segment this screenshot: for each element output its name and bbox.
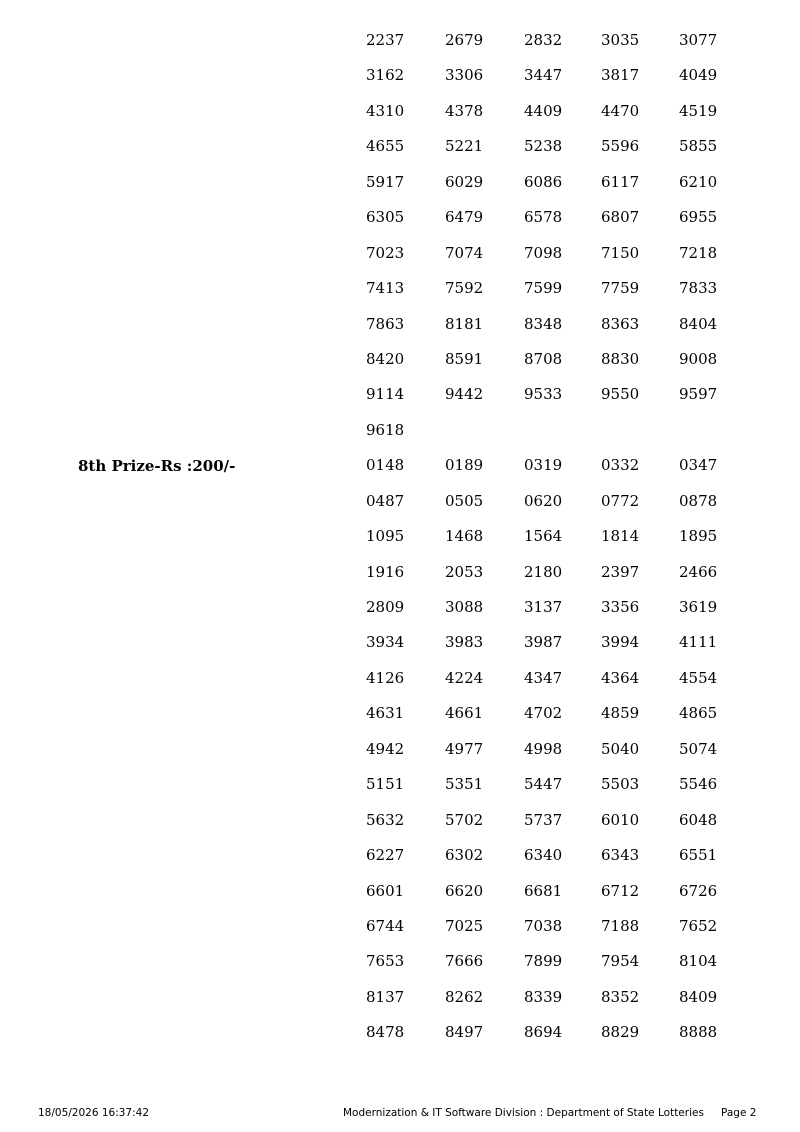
footer-division: Modernization & IT Software Division : Department of State Lotteries <box>343 1107 704 1119</box>
ticket-number: 5074 <box>679 739 718 758</box>
ticket-number: 8409 <box>679 987 718 1006</box>
ticket-number: 7899 <box>524 952 563 971</box>
footer-datetime: 18/05/2026 16:37:42 <box>38 1107 150 1119</box>
ticket-number: 5351 <box>445 775 484 794</box>
ticket-number: 0620 <box>524 491 563 510</box>
ticket-number: 4111 <box>679 633 718 652</box>
ticket-number: 6305 <box>366 208 405 227</box>
ticket-number: 6086 <box>524 172 563 191</box>
ticket-number: 7074 <box>445 243 484 262</box>
ticket-number: 0487 <box>366 491 405 510</box>
ticket-number: 9550 <box>601 385 640 404</box>
ticket-number: 0148 <box>366 456 405 475</box>
ticket-number: 6551 <box>679 846 718 865</box>
number-row <box>366 491 746 526</box>
ticket-number: 2809 <box>366 598 405 616</box>
ticket-number: 2466 <box>679 562 718 581</box>
ticket-number: 3306 <box>445 66 484 85</box>
ticket-number: 6955 <box>679 208 718 227</box>
ticket-number: 8497 <box>445 1023 484 1042</box>
ticket-number: 9008 <box>679 349 718 368</box>
ticket-number: 9442 <box>445 385 484 404</box>
ticket-number: 4470 <box>601 101 640 120</box>
ticket-number: 6578 <box>524 208 563 227</box>
ticket-number: 6227 <box>366 846 405 865</box>
ticket-number: 8348 <box>524 314 563 333</box>
number-row <box>366 455 746 490</box>
ticket-number: 5702 <box>445 810 484 829</box>
ticket-number: 6210 <box>679 172 718 191</box>
ticket-number: 9618 <box>366 420 405 439</box>
ticket-number: 5917 <box>366 172 405 191</box>
ticket-number: 7098 <box>524 243 563 262</box>
ticket-number: 5546 <box>679 775 718 794</box>
ticket-number: 3088 <box>445 598 484 616</box>
ticket-number: 5447 <box>524 775 563 794</box>
ticket-number: 4942 <box>366 739 405 758</box>
ticket-number: 8694 <box>524 1023 563 1042</box>
ticket-number: 3162 <box>366 66 405 85</box>
ticket-number: 8339 <box>524 987 563 1006</box>
number-row <box>366 1022 746 1057</box>
ticket-number: 8262 <box>445 987 484 1006</box>
ticket-number: 6302 <box>445 846 484 865</box>
ticket-number: 4347 <box>524 668 563 687</box>
number-row <box>366 136 746 171</box>
number-row <box>366 597 746 632</box>
ticket-number: 9597 <box>679 385 718 404</box>
ticket-number: 3987 <box>524 633 563 652</box>
ticket-number: 4655 <box>366 137 405 156</box>
ticket-number: 7759 <box>601 279 640 298</box>
number-row <box>366 845 746 880</box>
ticket-number: 8591 <box>445 349 484 368</box>
ticket-number: 3447 <box>524 66 563 85</box>
ticket-number: 4378 <box>445 101 484 120</box>
ticket-number: 8352 <box>601 987 640 1006</box>
ticket-number: 5632 <box>366 810 405 829</box>
ticket-number: 1895 <box>679 527 718 546</box>
ticket-number: 0878 <box>679 491 718 510</box>
ticket-number: 6712 <box>601 881 640 900</box>
ticket-number: 6681 <box>524 881 563 900</box>
ticket-number: 4364 <box>601 668 640 687</box>
number-row <box>366 172 746 207</box>
ticket-number: 1095 <box>366 527 405 546</box>
ticket-number: 6726 <box>679 881 718 900</box>
ticket-number: 5596 <box>601 137 640 156</box>
number-row <box>366 810 746 845</box>
number-row <box>366 881 746 916</box>
ticket-number: 7025 <box>445 916 484 935</box>
ticket-number: 6744 <box>366 916 405 935</box>
ticket-number: 3077 <box>679 31 718 49</box>
ticket-number: 7666 <box>445 952 484 971</box>
ticket-number: 0347 <box>679 456 718 475</box>
ticket-number: 7038 <box>524 916 563 935</box>
ticket-number: 5855 <box>679 137 718 156</box>
number-row <box>366 314 746 349</box>
ticket-number: 1814 <box>601 527 640 546</box>
ticket-number: 0189 <box>445 456 484 475</box>
ticket-number: 1564 <box>524 527 563 546</box>
prize-8-label: 8th Prize-Rs :200/- <box>78 457 236 475</box>
ticket-number: 3817 <box>601 66 640 85</box>
ticket-number: 6010 <box>601 810 640 829</box>
ticket-number: 4519 <box>679 101 718 120</box>
number-grid <box>366 30 746 1058</box>
ticket-number: 0505 <box>445 491 484 510</box>
number-row <box>366 278 746 313</box>
number-row <box>366 65 746 100</box>
ticket-number: 7954 <box>601 952 640 971</box>
ticket-number: 8420 <box>366 349 405 368</box>
ticket-number: 3934 <box>366 633 405 652</box>
ticket-number: 8708 <box>524 349 563 368</box>
ticket-number: 8181 <box>445 314 484 333</box>
number-row <box>366 951 746 986</box>
number-row <box>366 739 746 774</box>
ticket-number: 5737 <box>524 810 563 829</box>
ticket-number: 0332 <box>601 456 640 475</box>
ticket-number: 7652 <box>679 916 718 935</box>
ticket-number: 6048 <box>679 810 718 829</box>
number-row <box>366 243 746 278</box>
ticket-number: 3356 <box>601 598 640 616</box>
ticket-number: 7592 <box>445 279 484 298</box>
number-row <box>366 916 746 951</box>
ticket-number: 6117 <box>601 172 640 191</box>
ticket-number: 4977 <box>445 739 484 758</box>
ticket-number: 7188 <box>601 916 640 935</box>
ticket-number: 7023 <box>366 243 405 262</box>
ticket-number: 8829 <box>601 1023 640 1042</box>
ticket-number: 6479 <box>445 208 484 227</box>
ticket-number: 4310 <box>366 101 405 120</box>
ticket-number: 3035 <box>601 31 640 49</box>
ticket-number: 8478 <box>366 1023 405 1042</box>
ticket-number: 3994 <box>601 633 640 652</box>
ticket-number: 2397 <box>601 562 640 581</box>
ticket-number: 3983 <box>445 633 484 652</box>
ticket-number: 4631 <box>366 704 405 723</box>
ticket-number: 3137 <box>524 598 563 616</box>
ticket-number: 8104 <box>679 952 718 971</box>
ticket-number: 4049 <box>679 66 718 85</box>
ticket-number: 8888 <box>679 1023 718 1042</box>
ticket-number: 5238 <box>524 137 563 156</box>
number-row <box>366 774 746 809</box>
ticket-number: 7863 <box>366 314 405 333</box>
number-row <box>366 420 746 455</box>
ticket-number: 9114 <box>366 385 405 404</box>
number-row <box>366 526 746 561</box>
ticket-number: 6807 <box>601 208 640 227</box>
ticket-number: 8830 <box>601 349 640 368</box>
ticket-number: 1468 <box>445 527 484 546</box>
ticket-number: 4998 <box>524 739 563 758</box>
ticket-number: 2679 <box>445 31 484 49</box>
ticket-number: 5040 <box>601 739 640 758</box>
ticket-number: 4224 <box>445 668 484 687</box>
ticket-number: 5221 <box>445 137 484 156</box>
ticket-number: 3619 <box>679 598 718 616</box>
number-row <box>366 101 746 136</box>
footer-page-number: Page 2 <box>721 1107 757 1119</box>
ticket-number: 7218 <box>679 243 718 262</box>
number-row <box>366 207 746 242</box>
ticket-number: 4554 <box>679 668 718 687</box>
ticket-number: 7599 <box>524 279 563 298</box>
ticket-number: 6620 <box>445 881 484 900</box>
ticket-number: 4859 <box>601 704 640 723</box>
ticket-number: 7653 <box>366 952 405 971</box>
ticket-number: 4126 <box>366 668 405 687</box>
ticket-number: 0772 <box>601 491 640 510</box>
ticket-number: 8404 <box>679 314 718 333</box>
ticket-number: 6343 <box>601 846 640 865</box>
ticket-number: 5151 <box>366 775 405 794</box>
ticket-number: 8137 <box>366 987 405 1006</box>
ticket-number: 2180 <box>524 562 563 581</box>
ticket-number: 7150 <box>601 243 640 262</box>
ticket-number: 8363 <box>601 314 640 333</box>
ticket-number: 4702 <box>524 704 563 723</box>
ticket-number: 9533 <box>524 385 563 404</box>
number-row <box>366 987 746 1022</box>
number-row <box>366 668 746 703</box>
ticket-number: 1916 <box>366 562 405 581</box>
ticket-number: 7413 <box>366 279 405 298</box>
ticket-number: 4409 <box>524 101 563 120</box>
number-row <box>366 384 746 419</box>
ticket-number: 4865 <box>679 704 718 723</box>
number-row <box>366 562 746 597</box>
ticket-number: 0319 <box>524 456 563 475</box>
ticket-number: 6601 <box>366 881 405 900</box>
number-row <box>366 30 746 65</box>
ticket-number: 6340 <box>524 846 563 865</box>
ticket-number: 4661 <box>445 704 484 723</box>
number-row <box>366 703 746 738</box>
number-row <box>366 349 746 384</box>
ticket-number: 2237 <box>366 31 405 49</box>
ticket-number: 5503 <box>601 775 640 794</box>
number-row <box>366 632 746 667</box>
ticket-number: 6029 <box>445 172 484 191</box>
ticket-number: 2832 <box>524 31 563 49</box>
ticket-number: 2053 <box>445 562 484 581</box>
ticket-number: 7833 <box>679 279 718 298</box>
